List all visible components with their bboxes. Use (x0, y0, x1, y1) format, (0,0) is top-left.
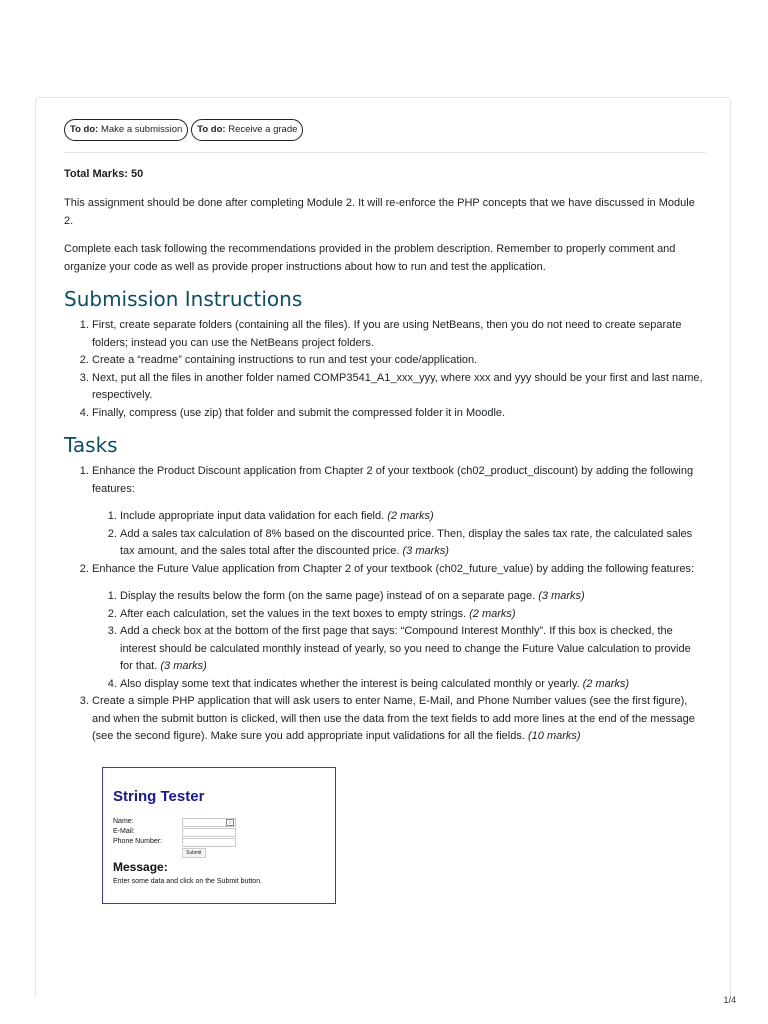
figure-email-input (182, 828, 236, 837)
tasks-list (64, 463, 706, 746)
task-1-subitem (120, 508, 706, 526)
subitem-text: Add a check box at the bottom of the first page that says: “Compound Interest Monthly”. If this box is checked, the interest should be calculated monthly instead of yearly, so you need to change the Future Value calculation to provide for that. (120, 625, 691, 672)
task-1 (92, 463, 706, 561)
todo-label: Make a submission (100, 124, 183, 135)
page-number: 1/4 (723, 995, 736, 1005)
task-1-sublist (92, 508, 706, 561)
todo-label: Receive a grade (228, 124, 298, 135)
todo-badge-submission (64, 119, 188, 141)
task-1-subitem (120, 526, 706, 561)
submission-heading: Submission Instructions (64, 287, 303, 311)
figure-message-title: Message: (113, 859, 168, 874)
subitem-text: After each calculation, set the values in the text boxes to empty strings. (120, 607, 470, 620)
intro-paragraph-1: This assignment should be done after completing Module 2. It will re-enforce the PHP concepts that we have discussed in Module 2. (64, 197, 695, 227)
subitem-marks: (2 marks) (469, 607, 516, 620)
assignment-content (64, 119, 706, 904)
figure-phone-input (182, 838, 236, 847)
task-2-subitem (120, 623, 706, 676)
figure-label-email: E-Mail: (113, 827, 135, 835)
intro-paragraph-2: Complete each task following the recommendations provided in the problem description. Remember to properly comment and organize your code as well as provide proper instructions about how to run and test the application. (64, 243, 676, 273)
todo-prefix: To do: (197, 124, 226, 135)
subitem-marks: (3 marks) (160, 660, 207, 672)
submission-item: 4. Finally, compress (use zip) that folder and submit the compressed folder it in Moodle. (92, 405, 706, 423)
figure-label-phone: Phone Number: (113, 837, 163, 845)
task-1-text: Enhance the Product Discount application from Chapter 2 of your textbook (ch02_product_discount) by adding the following features: (92, 465, 694, 495)
total-marks: Total Marks: 50 (64, 168, 144, 180)
task-2 (92, 561, 706, 694)
figure-submit-button: Submit (182, 848, 206, 858)
task-2-text: Enhance the Future Value application from Chapter 2 of your textbook (ch02_future_value) by adding the following features: (92, 562, 695, 575)
figure-message-text: Enter some data and click on the Submit button. (113, 877, 263, 885)
todo-badge-grade (191, 119, 303, 141)
task-3 (92, 693, 706, 746)
figure-title: String Tester (113, 787, 205, 805)
tasks-heading: Tasks (64, 433, 118, 457)
subitem-text: Add a sales tax calculation of 8% based on the discounted price. Then, display the sales tax rate, the calculated sales tax amount, and the sales total after the discounted price. (120, 527, 693, 557)
task-2-subitem (120, 588, 706, 606)
subitem-text: Include appropriate input data validation for each field. (120, 510, 388, 522)
todo-prefix: To do: (70, 124, 99, 135)
subitem-marks: (2 marks) (582, 677, 630, 690)
figure-name-input (182, 818, 236, 827)
task-2-sublist (92, 588, 706, 693)
task-3-text: Create a simple PHP application that will ask users to enter Name, E-Mail, and Phone Number values (see the first figure), and when the submit button is clicked, will then use the data from the text fields to add more lines at the end of the message (see the second figure). Make sure you add appropriate input validations for all the fields. (92, 695, 695, 742)
subitem-marks: (2 marks) (387, 510, 434, 522)
task-2-subitem (120, 676, 706, 694)
figure-label-name: Name: (113, 817, 134, 825)
task-3-marks: (10 marks) (527, 730, 581, 742)
assignment-card (35, 97, 731, 997)
subitem-marks: (3 marks) (538, 590, 585, 602)
divider (64, 152, 706, 153)
activity-dates (64, 119, 706, 141)
autofill-icon: ≡ (226, 819, 234, 826)
subitem-text: Display the results below the form (on the same page) instead of on a separate page. (120, 590, 539, 602)
submission-item: 3. Next, put all the files in another folder named COMP3541_A1_xxx_yyy, where xxx and yyy should be your first and last name, respectively. (92, 370, 706, 405)
task-2-subitem (120, 606, 706, 624)
submission-list (64, 317, 706, 422)
submission-item: 1. First, create separate folders (containing all the files). If you are using NetBeans, then you do not need to create separate folders; instead you can use the NetBeans project folders. (92, 317, 706, 352)
subitem-text: Also display some text that indicates whether the interest is being calculated monthly or yearly. (120, 677, 583, 690)
submission-item: 2. Create a “readme” containing instructions to run and test your code/application. (92, 352, 706, 370)
string-tester-figure (102, 767, 336, 904)
subitem-marks: (3 marks) (402, 545, 449, 557)
